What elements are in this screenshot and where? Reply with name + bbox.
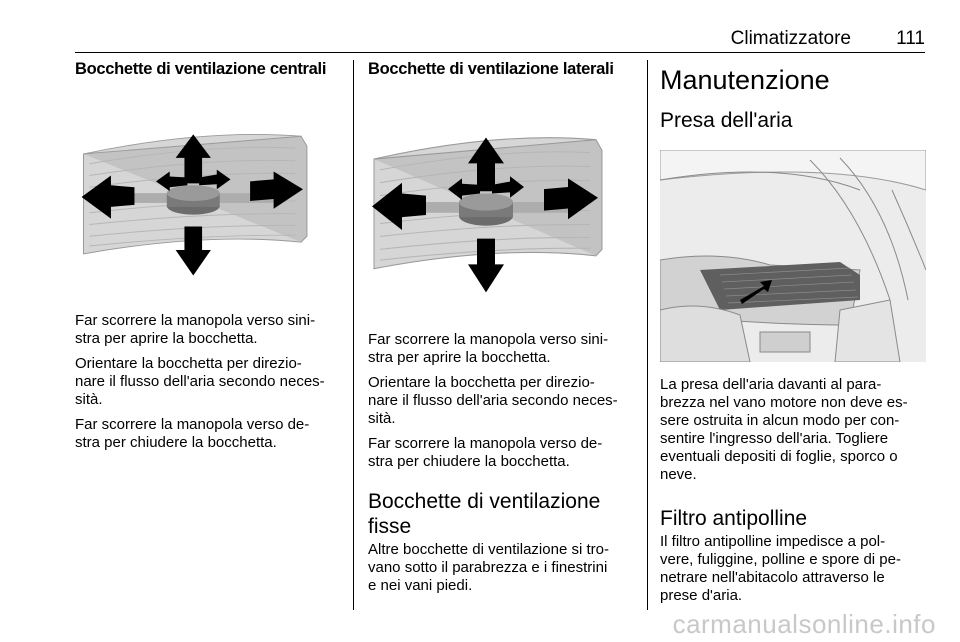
watermark: carmanualsonline.info [672,609,936,639]
paragraph: La presa dell'aria davanti al para- brezza nel vano motore non deve es- sere ostruita in alcun modo per con- sentire l'ingresso dell'aria. Togliere eventuali depositi di foglie, sporco o neve. [660,376,908,483]
page-header [75,26,925,53]
column-maintenance [660,60,926,612]
page-number: 111 [896,28,925,49]
section-title: Climatizzatore [730,28,851,49]
side-vents-heading: Bocchette di ventilazione laterali [368,60,614,78]
maintenance-heading: Manutenzione [660,65,830,95]
paragraph: Orientare la bocchetta per direzio- nare il flusso dell'aria secondo neces- sità. [75,355,325,408]
fixed-vents-heading: Bocchette di ventilazione fisse [368,490,601,538]
paragraph: Far scorrere la manopola verso sini- stra per aprire la bocchetta. [368,331,609,366]
paragraph: Far scorrere la manopola verso de- stra per chiudere la bocchetta. [368,435,603,470]
air-intake-illustration [660,150,926,362]
column-divider [647,60,648,610]
side-vent-illustration [368,101,630,316]
column-side-vents [368,60,634,602]
paragraph: Orientare la bocchetta per direzio- nare il flusso dell'aria secondo neces- sità. [368,374,618,427]
pollen-filter-heading: Filtro antipolline [660,507,808,530]
air-intake-heading: Presa dell'aria [660,109,793,132]
paragraph: Altre bocchette di ventilazione si tro- vano sotto il parabrezza e i finestrini e nei vani piedi. [368,541,609,594]
column-central-vents [75,60,341,459]
paragraph: Far scorrere la manopola verso sini- stra per aprire la bocchetta. [75,312,316,347]
paragraph: Far scorrere la manopola verso de- stra per chiudere la bocchetta. [75,416,310,451]
paragraph: Il filtro antipolline impedisce a pol- vere, fuliggine, polline e spore di pe- netrare nell'abitacolo attraverso le prese d'aria. [660,533,901,604]
central-vents-heading: Bocchette di ventilazione centrali [75,60,327,78]
column-divider [353,60,354,610]
central-vent-illustration [75,101,337,297]
